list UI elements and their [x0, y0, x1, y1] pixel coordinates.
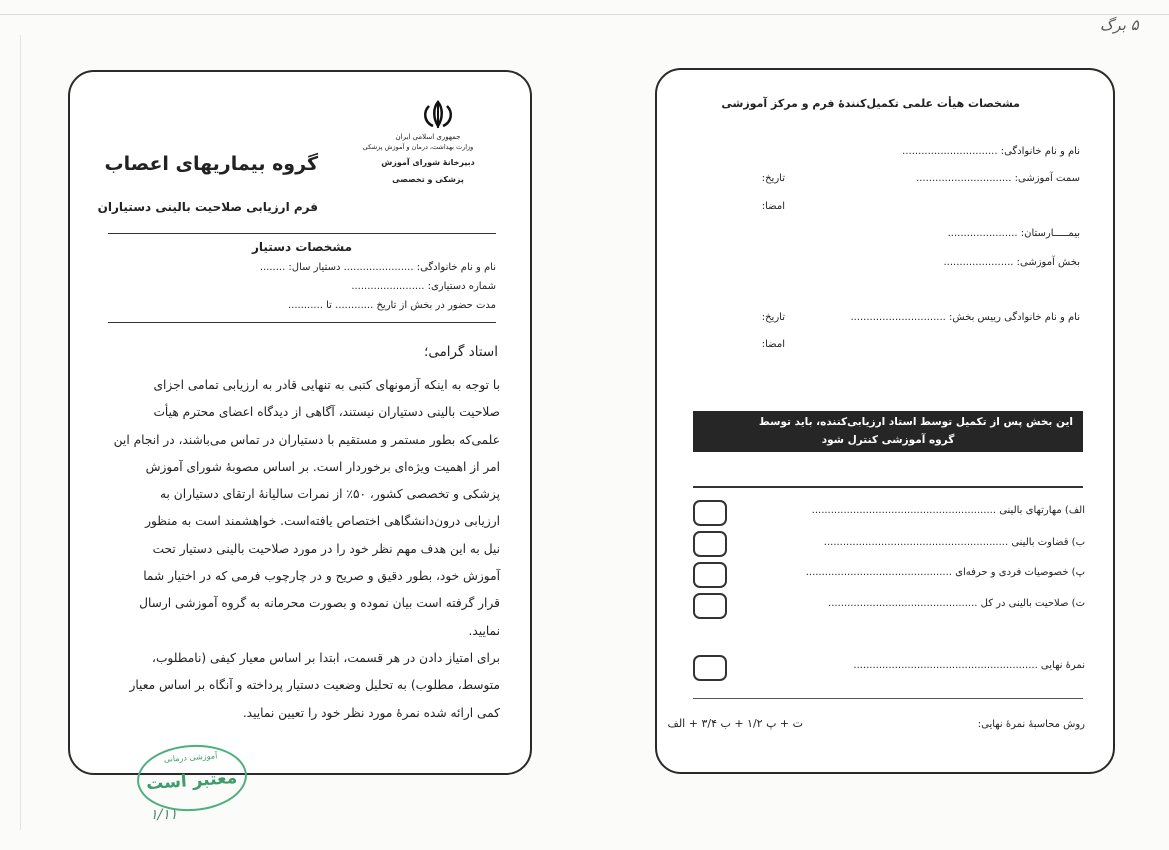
body-line: صلاحیت بالینی دستیاران نیستند، آگاهی از دیدگاه اعضای محترم هیأت — [153, 405, 500, 420]
left-rule-top — [108, 233, 496, 234]
body-line: نیل به این هدف مهم نظر خود را در مورد صلاحیت بالینی دستیار تحت — [152, 541, 500, 556]
secretariat-line-1: دبیرخانهٔ شورای آموزش — [381, 158, 475, 167]
department-field: بخش آموزشی: ...................... — [943, 257, 1080, 268]
head-name-field: نام و نام خانوادگی رییس بخش: .............................. — [850, 312, 1080, 323]
group-title: گروه بیماریهای اعصاب — [104, 153, 318, 175]
ministry-line-1: جمهوری اسلامی ایران — [395, 133, 461, 141]
corner-note: ۵ برگ — [1100, 16, 1139, 34]
banner-line-1: این بخش پس از تکمیل توسط استاد ارزیابی‌کننده، باید توسط — [758, 416, 1073, 428]
score-rule — [693, 486, 1083, 488]
body-line: با توجه به اینکه آزمونهای کتبی به تنهایی قادر به ارزیابی تمامی اجزای — [153, 378, 500, 392]
faculty-rank-field: سمت آموزشی: .............................. — [916, 173, 1080, 184]
faculty-heading: مشخصات هیأت علمی تکمیل‌کنندهٔ فرم و مرکز آموزشی — [721, 97, 1020, 110]
formula: ت + پ ۱/۲ + ب ۳/۴ + الف — [667, 717, 803, 730]
body-line: آموزش خود، بطور دقیق و صریح و در چارچوب فرمی که در اختیار شما — [143, 569, 500, 584]
score-box-final[interactable] — [693, 655, 727, 681]
hospital-field: بیمـــــارستان: ...................... — [947, 228, 1080, 239]
body-line: نمایید. — [468, 623, 500, 638]
faculty-name-field: نام و نام خانوادگی: .............................. — [902, 146, 1080, 157]
body-paragraph — [104, 372, 500, 727]
stamp-top-text: آموزشی درمانی — [163, 751, 218, 764]
score-item-clinical-judgment: ب) قضاوت بالینی .......................................................... — [823, 537, 1085, 548]
formula-rule — [693, 698, 1083, 699]
final-score-label: نمرهٔ نهایی .......................................................... — [853, 660, 1085, 671]
banner-line-2: گروه آموزشی کنترل شود — [821, 434, 955, 446]
body-line: علمی‌که بطور مستمر و مستقیم با دستیاران در تماس می‌باشند، در انجام این — [113, 432, 500, 447]
stamp-main-text: معتبر است — [145, 767, 238, 795]
secretariat-line-2: پزشکی و تخصصی — [392, 175, 464, 184]
resident-field-number: شماره دستیاری: ....................... — [351, 281, 496, 292]
salutation: استاد گرامی؛ — [424, 344, 498, 360]
body-line: قرار گرفته است بیان نموده و بصورت محرمانه به گروه آموزشی ارسال — [139, 596, 500, 611]
scan-edge-left — [20, 35, 21, 830]
stamp-handwritten-number: ۱/۱۱ — [150, 807, 178, 823]
sign-label-2: امضا: — [761, 339, 785, 350]
control-banner — [693, 411, 1083, 452]
date-label-1: تاریخ: — [761, 173, 785, 184]
score-box-personal-traits[interactable] — [693, 562, 727, 588]
sign-label-1: امضا: — [761, 201, 785, 212]
resident-field-name: نام و نام خانوادگی: ...................... دستیار سال: ........ — [259, 262, 496, 273]
body-line: متوسط، مطلوب) به تحلیل وضعیت دستیار پرداخته و آنگاه بر اساس معیار — [129, 678, 500, 693]
left-rule-bottom — [108, 322, 496, 323]
body-line: کمی ارائه شده نمرهٔ مورد نظر خود را تعیین نمایید. — [242, 705, 500, 720]
body-line: امر از اهمیت ویژه‌ای برخوردار است. بر اساس مصوبهٔ شورای آموزش — [145, 459, 500, 474]
score-box-clinical-judgment[interactable] — [693, 531, 727, 557]
score-item-overall-competence: ت) صلاحیت بالینی در کل ............................................... — [828, 598, 1085, 609]
ministry-line-2: وزارت بهداشت، درمان و آموزش پزشکی — [362, 143, 474, 151]
resident-heading: مشخصات دستیار — [251, 240, 353, 254]
body-line: پزشکی و تخصصی کشور، ۵۰٪ از نمرات سالیانهٔ ارتقای دستیاران به — [159, 487, 500, 502]
score-box-clinical-skills[interactable] — [693, 500, 727, 526]
score-box-overall-competence[interactable] — [693, 593, 727, 619]
body-line: ارزیابی درون‌دانشگاهی اختصاص یافته‌است. خواهشمند است به منظور — [145, 514, 500, 529]
score-item-clinical-skills: الف) مهارتهای بالینی .......................................................... — [811, 505, 1085, 516]
resident-field-period: مدت حضور در بخش از تاریخ ............ تا ........... — [287, 300, 496, 311]
formula-label: روش محاسبهٔ نمرهٔ نهایی: — [977, 719, 1085, 730]
score-item-personal-traits: پ) خصوصیات فردی و حرفه‌ای .............................................. — [805, 567, 1085, 578]
scan-edge-top — [0, 14, 1169, 15]
date-label-2: تاریخ: — [761, 312, 785, 323]
body-line: برای امتیاز دادن در هر قسمت، ابتدا بر اساس معیار کیفی (نامطلوب، — [152, 650, 500, 665]
iran-emblem-icon — [420, 100, 456, 130]
form-title: فرم ارزیابی صلاحیت بالینی دستیاران — [97, 200, 318, 214]
